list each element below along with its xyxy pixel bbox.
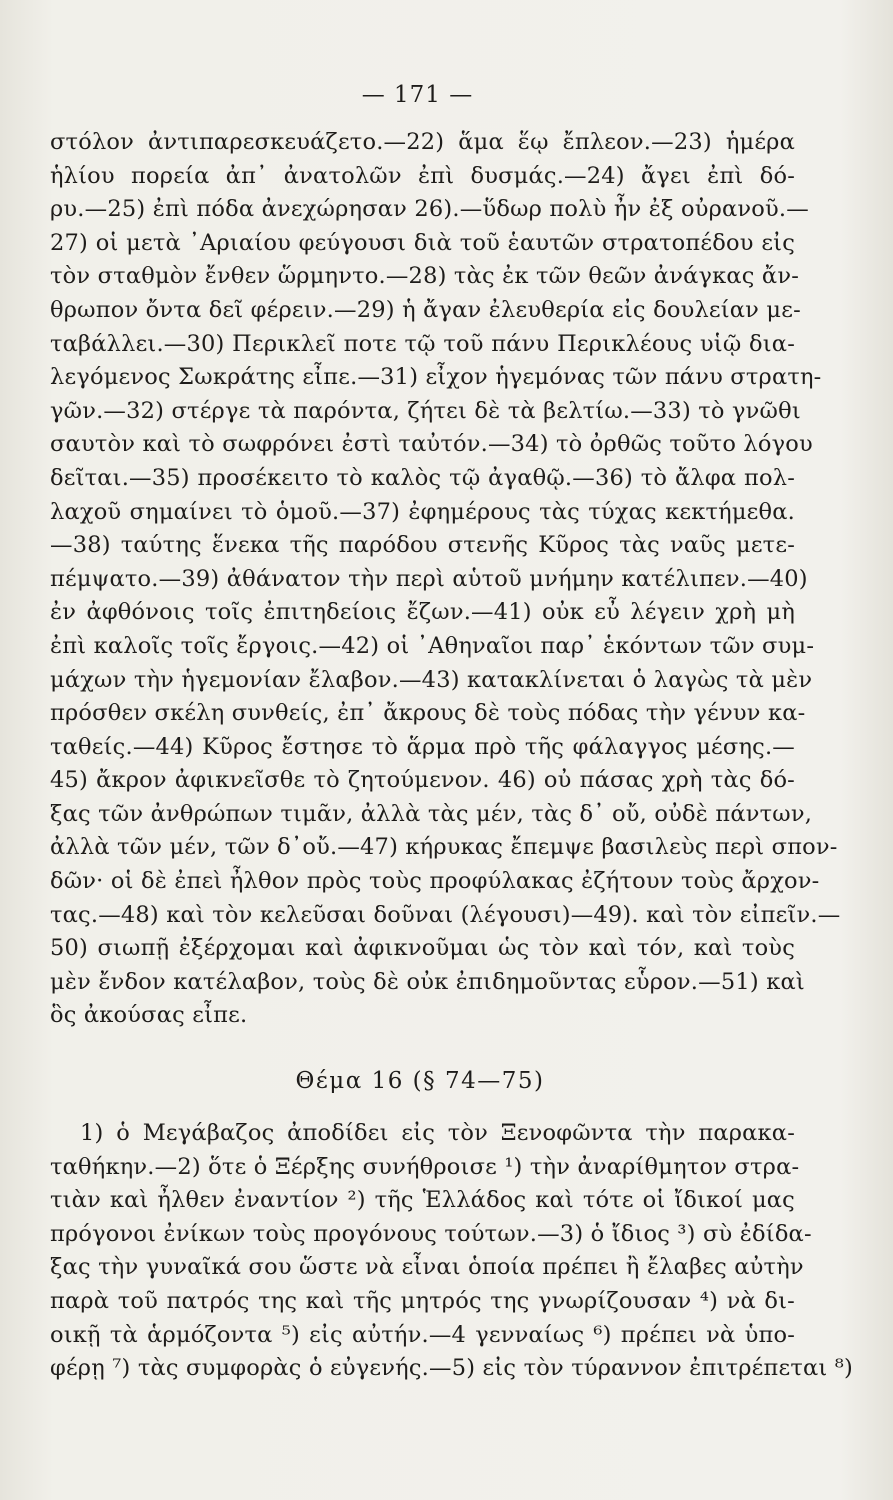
text-line: ταθείς.—44) Κῦρος ἔστησε τὸ ἅρμα πρὸ τῆς φάλαγγος μέσης.—	[50, 733, 795, 760]
page-number: — 171 —	[361, 82, 474, 108]
text-line: λαχοῦ σημαίνει τὸ ὁμοῦ.—37) ἐφημέρους τὰς τύχας κεκτήμεθα.	[50, 498, 795, 525]
exercise-text-block	[50, 126, 841, 1033]
text-line: δεῖται.—35) προσέκειτο τὸ καλὸς τῷ ἀγαθῷ.—36) τὸ ἄλφα πολ-	[50, 464, 795, 491]
text-line: μάχων τὴν ἡγεμονίαν ἔλαβον.—43) κατακλίνεται ὁ λαγὼς τὰ μὲν	[50, 666, 813, 693]
text-line: τας.—48) καὶ τὸν κελεῦσαι δοῦναι (λέγουσι)—49). καὶ τὸν εἰπεῖν.—	[50, 901, 841, 928]
text-line: στόλον ἀντιπαρεσκευάζετο.—22) ἅμα ἕῳ ἔπλεον.—23) ἡμέρα	[50, 129, 795, 155]
text-line: μὲν ἔνδον κατέλαβον, τοὺς δὲ οὐκ ἐπιδημοῦντας εὗρον.—51) καὶ	[50, 968, 805, 995]
text-line: θρωπον ὄντα δεῖ φέρειν.—29) ἡ ἄγαν ἐλευθερία εἰς δουλείαν με-	[50, 296, 801, 323]
text-line: φέρῃ ⁷) τὰς συμφορὰς ὁ εὐγενής.—5) εἰς τὸν τύραννον ἐπιτρέπεται ⁸)	[50, 1355, 853, 1382]
text-line: λεγόμενος Σωκράτης εἶπε.—31) εἶχον ἡγεμόνας τῶν πάνυ στρατη-	[50, 364, 822, 391]
text-line: πρόσθεν σκέλη συνθείς, ἐπ᾽ ἄκρους δὲ τοὺς πόδας τὴν γένυν κα-	[50, 700, 806, 727]
text-line: τὸν σταθμὸν ἔνθεν ὥρμηντο.—28) τὰς ἐκ τῶν θεῶν ἀνάγκας ἄν-	[50, 263, 800, 290]
text-line: ἐπὶ καλοῖς τοῖς ἔργοις.—42) οἱ ᾽Αθηναῖοι παρ᾽ ἑκόντων τῶν συμ-	[50, 632, 815, 659]
text-line: ἡλίου πορεία ἀπ᾽ ἀνατολῶν ἐπὶ δυσμάς.—24) ἄγει ἐπὶ δό-	[50, 162, 795, 189]
text-line: ὃς ἀκούσας εἶπε.	[50, 1002, 248, 1029]
text-line: ξας τῶν ἀνθρώπων τιμᾶν, ἀλλὰ τὰς μέν, τὰς δ᾽ οὔ, οὐδὲ πάντων,	[50, 800, 813, 827]
text-line: ταβάλλει.—30) Περικλεῖ ποτε τῷ τοῦ πάνυ Περικλέους υἱῷ δια-	[50, 330, 795, 357]
text-line: σαυτὸν καὶ τὸ σωφρόνει ἐστὶ ταὐτόν.—34) τὸ ὀρθῶς τοῦτο λόγου	[50, 431, 813, 458]
text-line: ἐν ἀφθόνοις τοῖς ἐπιτηδείοις ἔζων.—41) οὐκ εὖ λέγειν χρὴ μὴ	[50, 599, 795, 626]
text-line: 27) οἱ μετὰ ᾽Αριαίου φεύγουσι διὰ τοῦ ἑαυτῶν στρατοπέδου εἰς	[50, 229, 795, 256]
text-line: 45) ἄκρον ἀφικνεῖσθε τὸ ζητούμενον. 46) οὐ πάσας χρὴ τὰς δό-	[50, 767, 795, 794]
text-line: —38) ταύτης ἕνεκα τῆς παρόδου στενῆς Κῦρος τὰς ναῦς μετε-	[50, 532, 795, 559]
text-line: παρὰ τοῦ πατρός της καὶ τῆς μητρός της γνωρίζουσαν ⁴) νὰ δι-	[50, 1287, 795, 1314]
text-line: ἀλλὰ τῶν μέν, τῶν δ᾽οὔ.—47) κήρυκας ἔπεμψε βασιλεὺς περὶ σπον-	[50, 834, 838, 861]
text-line: δῶν· οἱ δὲ ἐπεὶ ἦλθον πρὸς τοὺς προφύλακας ἐζήτουν τοὺς ἄρχον-	[50, 868, 820, 895]
text-line: ξας τὴν γυναῖκά σου ὥστε νὰ εἶναι ὁποία πρέπει ἢ ἔλαβες αὐτὴν	[50, 1254, 804, 1281]
exercise-text-block	[50, 1117, 853, 1386]
section-heading: Θέμα 16 (§ 74—75)	[295, 1068, 545, 1094]
text-line: οικῇ τὰ ἁρμόζοντα ⁵) εἰς αὐτήν.—4 γενναίως ⁶) πρέπει νὰ ὑπο-	[50, 1321, 795, 1348]
text-line: ρυ.—25) ἐπὶ πόδα ἀνεχώρησαν 26).—ὕδωρ πολὺ ἦν ἐξ οὐρανοῦ.—	[50, 196, 809, 223]
text-line: πρόγονοι ἐνίκων τοὺς προγόνους τούτων.—3) ὁ ἴδιος ³) σὺ ἐδίδα-	[50, 1220, 812, 1247]
text-line: 1) ὁ Μεγάβαζος ἀποδίδει εἰς τὸν Ξενοφῶντα τὴν παρακα-	[80, 1120, 795, 1146]
text-line: τιὰν καὶ ἦλθεν ἐναντίον ²) τῆς Ἑλλάδος καὶ τότε οἱ ἴδικοί μας	[50, 1187, 795, 1214]
text-line: ταθήκην.—2) ὅτε ὁ Ξέρξης συνήθροισε ¹) τὴν ἀναρίθμητον στρα-	[50, 1153, 800, 1180]
text-line: πέμψατο.—39) ἀθάνατον τὴν περὶ αὑτοῦ μνήμην κατέλιπεν.—40)	[50, 565, 808, 592]
text-line: 50) σιωπῇ ἐξέρχομαι καὶ ἀφικνοῦμαι ὡς τὸν καὶ τόν, καὶ τοὺς	[50, 935, 795, 962]
text-line: γῶν.—32) στέργε τὰ παρόντα, ζήτει δὲ τὰ βελτίω.—33) τὸ γνῶθι	[50, 397, 801, 424]
